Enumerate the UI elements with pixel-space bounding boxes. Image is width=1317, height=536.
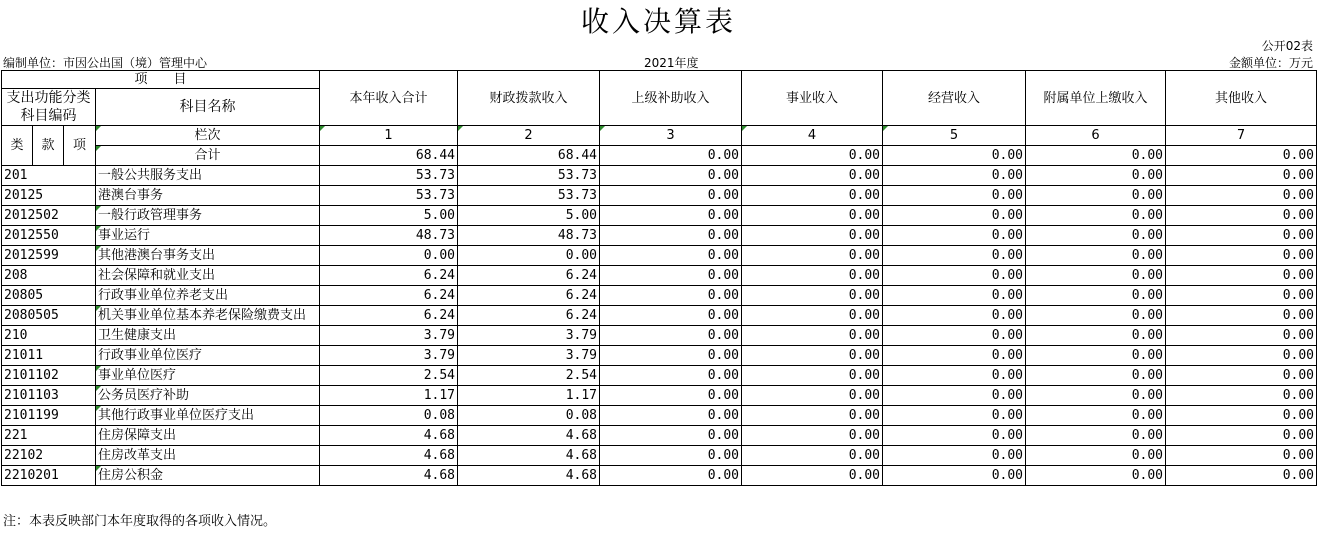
amount-cell: 0.00 (1166, 466, 1317, 486)
amount-cell: 0.00 (883, 446, 1026, 466)
amount-cell: 0.00 (883, 466, 1026, 486)
amount-cell: 2.54 (458, 366, 600, 386)
subject-code: 208 (2, 266, 96, 286)
table-row (2, 426, 1317, 446)
header-row-item (2, 71, 1317, 89)
fiscal-year: 2021年度 (644, 56, 699, 70)
table-row (2, 366, 1317, 386)
amount-cell: 0.00 (1026, 386, 1166, 406)
subject-code: 22102 (2, 446, 96, 466)
amount-cell: 6.24 (320, 306, 458, 326)
amount-cell: 0.00 (1026, 426, 1166, 446)
amount-cell: 4.68 (320, 466, 458, 486)
amount-cell: 0.00 (600, 226, 742, 246)
subject-name: 卫生健康支出 (96, 326, 320, 346)
amount-cell: 0.08 (320, 406, 458, 426)
amount-cell: 0.00 (458, 246, 600, 266)
subject-code: 2012599 (2, 246, 96, 266)
amount-cell: 0.00 (320, 246, 458, 266)
amount-cell: 0.00 (883, 346, 1026, 366)
amount-cell: 0.00 (1166, 326, 1317, 346)
amount-cell: 6.24 (458, 266, 600, 286)
subject-code: 20125 (2, 186, 96, 206)
amount-cell: 0.00 (600, 306, 742, 326)
amount-cell: 0.00 (742, 306, 883, 326)
amount-cell: 0.00 (1026, 206, 1166, 226)
subject-name: 一般公共服务支出 (96, 166, 320, 186)
subject-name: 一般行政管理事务 (96, 206, 320, 226)
col-header-fiscal: 财政拨款收入 (458, 71, 600, 126)
amount-cell: 0.00 (600, 246, 742, 266)
amount-cell: 0.00 (742, 466, 883, 486)
subject-name: 公务员医疗补助 (96, 386, 320, 406)
amount-cell: 3.79 (320, 346, 458, 366)
amount-cell: 0.00 (600, 346, 742, 366)
amount-cell: 0.00 (742, 346, 883, 366)
amount-cell: 0.00 (1166, 226, 1317, 246)
amount-cell: 0.00 (1026, 266, 1166, 286)
amount-cell: 0.00 (600, 446, 742, 466)
table-row (2, 306, 1317, 326)
subject-name: 社会保障和就业支出 (96, 266, 320, 286)
amount-cell: 0.00 (1026, 166, 1166, 186)
total-value: 0.00 (742, 146, 883, 166)
total-value: 68.44 (458, 146, 600, 166)
subject-code: 2080505 (2, 306, 96, 326)
page-title: 收入决算表 (580, 5, 736, 38)
amount-cell: 48.73 (320, 226, 458, 246)
amount-cell: 0.00 (1026, 446, 1166, 466)
subject-name: 事业单位医疗 (96, 366, 320, 386)
amount-cell: 0.00 (883, 326, 1026, 346)
table-row (2, 406, 1317, 426)
amount-cell: 4.68 (320, 426, 458, 446)
table-row (2, 386, 1317, 406)
amount-cell: 0.00 (742, 226, 883, 246)
amount-cell: 0.00 (742, 326, 883, 346)
col-header-operating: 经营收入 (883, 71, 1026, 126)
amount-cell: 0.00 (1166, 446, 1317, 466)
amount-cell: 0.00 (600, 426, 742, 446)
amount-cell: 0.00 (883, 286, 1026, 306)
amount-cell: 2.54 (320, 366, 458, 386)
amount-cell: 0.00 (1166, 266, 1317, 286)
col-header-business: 事业收入 (742, 71, 883, 126)
amount-cell: 0.00 (600, 266, 742, 286)
amount-cell: 0.00 (600, 406, 742, 426)
item-header: 项 目 (2, 71, 320, 89)
amount-cell: 0.00 (1026, 466, 1166, 486)
amount-cell: 3.79 (320, 326, 458, 346)
amount-cell: 53.73 (458, 186, 600, 206)
amount-cell: 6.24 (320, 286, 458, 306)
xiang-header: 项 (64, 126, 96, 166)
amount-cell: 3.79 (458, 326, 600, 346)
amount-cell: 0.00 (1166, 166, 1317, 186)
amount-cell: 0.00 (600, 166, 742, 186)
subject-name: 港澳台事务 (96, 186, 320, 206)
amount-cell: 0.00 (1166, 366, 1317, 386)
amount-cell: 0.00 (742, 246, 883, 266)
col-number-1: 1 (320, 126, 458, 146)
amount-cell: 0.00 (1026, 346, 1166, 366)
amount-cell: 0.00 (883, 206, 1026, 226)
amount-cell: 0.00 (1026, 306, 1166, 326)
amount-cell: 5.00 (320, 206, 458, 226)
amount-cell: 4.68 (320, 446, 458, 466)
amount-cell: 0.00 (1026, 286, 1166, 306)
table-row (2, 186, 1317, 206)
amount-cell: 0.00 (742, 186, 883, 206)
subject-code: 2101103 (2, 386, 96, 406)
amount-cell: 6.24 (458, 306, 600, 326)
amount-cell: 0.00 (1166, 246, 1317, 266)
amount-cell: 5.00 (458, 206, 600, 226)
subject-name: 事业运行 (96, 226, 320, 246)
col-number-7: 7 (1166, 126, 1317, 146)
amount-cell: 0.00 (883, 226, 1026, 246)
footnote: 注：本表反映部门本年度取得的各项收入情况。 (3, 514, 277, 529)
amount-cell: 0.00 (1166, 306, 1317, 326)
header-row-numbers (2, 126, 1317, 146)
row-label-header: 栏次 (96, 126, 320, 146)
col-header-affiliated: 附属单位上缴收入 (1026, 71, 1166, 126)
total-value: 0.00 (883, 146, 1026, 166)
amount-cell: 0.00 (1026, 186, 1166, 206)
table-row (2, 266, 1317, 286)
income-table (1, 70, 1317, 486)
subject-code: 201 (2, 166, 96, 186)
amount-cell: 0.00 (600, 206, 742, 226)
amount-cell: 0.00 (1166, 346, 1317, 366)
amount-cell: 53.73 (320, 186, 458, 206)
table-row (2, 246, 1317, 266)
subject-name: 其他港澳台事务支出 (96, 246, 320, 266)
col-number-2: 2 (458, 126, 600, 146)
amount-cell: 0.00 (1026, 406, 1166, 426)
amount-cell: 53.73 (458, 166, 600, 186)
amount-cell: 0.00 (883, 186, 1026, 206)
form-code: 公开02表 (1261, 39, 1313, 53)
amount-cell: 0.00 (1166, 406, 1317, 426)
amount-cell: 6.24 (458, 286, 600, 306)
subject-code: 210 (2, 326, 96, 346)
total-label: 合计 (96, 146, 320, 166)
amount-cell: 0.00 (742, 406, 883, 426)
table-row (2, 206, 1317, 226)
amount-cell: 0.00 (1166, 426, 1317, 446)
table-row (2, 226, 1317, 246)
amount-cell: 0.00 (1026, 246, 1166, 266)
org-label: 编制单位：市因公出国（境）管理中心 (3, 56, 208, 70)
amount-cell: 0.00 (600, 286, 742, 306)
subject-code: 2101102 (2, 366, 96, 386)
amount-cell: 0.00 (1026, 226, 1166, 246)
amount-cell: 6.24 (320, 266, 458, 286)
amount-unit: 金额单位：万元 (1228, 56, 1313, 70)
amount-cell: 0.00 (600, 466, 742, 486)
col-number-5: 5 (883, 126, 1026, 146)
subject-code: 2210201 (2, 466, 96, 486)
amount-cell: 3.79 (458, 346, 600, 366)
name-col-header: 科目名称 (96, 89, 320, 126)
total-value: 0.00 (1166, 146, 1317, 166)
table-row (2, 166, 1317, 186)
lei-header: 类 (2, 126, 33, 166)
amount-cell: 0.00 (883, 306, 1026, 326)
total-row (2, 146, 1317, 166)
amount-cell: 0.00 (883, 266, 1026, 286)
total-value: 0.00 (1026, 146, 1166, 166)
amount-cell: 0.00 (1026, 366, 1166, 386)
amount-cell: 4.68 (458, 426, 600, 446)
amount-cell: 0.00 (600, 386, 742, 406)
kuan-header: 款 (33, 126, 64, 166)
col-number-4: 4 (742, 126, 883, 146)
amount-cell: 0.00 (1026, 326, 1166, 346)
table-row (2, 446, 1317, 466)
subject-code: 2012550 (2, 226, 96, 246)
subject-name: 住房保障支出 (96, 426, 320, 446)
amount-cell: 4.68 (458, 466, 600, 486)
subject-name: 行政事业单位医疗 (96, 346, 320, 366)
amount-cell: 0.00 (742, 266, 883, 286)
amount-cell: 0.00 (742, 446, 883, 466)
subject-name: 其他行政事业单位医疗支出 (96, 406, 320, 426)
amount-cell: 0.00 (1166, 386, 1317, 406)
amount-cell: 0.00 (742, 386, 883, 406)
amount-cell: 0.08 (458, 406, 600, 426)
total-value: 68.44 (320, 146, 458, 166)
col-header-superior: 上级补助收入 (600, 71, 742, 126)
amount-cell: 0.00 (742, 206, 883, 226)
subject-code: 221 (2, 426, 96, 446)
amount-cell: 0.00 (1166, 186, 1317, 206)
subject-name: 行政事业单位养老支出 (96, 286, 320, 306)
amount-cell: 0.00 (1166, 206, 1317, 226)
amount-cell: 0.00 (883, 366, 1026, 386)
col-header-total: 本年收入合计 (320, 71, 458, 126)
amount-cell: 0.00 (883, 246, 1026, 266)
code-col-header: 支出功能分类科目编码 (2, 89, 96, 126)
subject-name: 机关事业单位基本养老保险缴费支出 (96, 306, 320, 326)
amount-cell: 53.73 (320, 166, 458, 186)
amount-cell: 0.00 (883, 166, 1026, 186)
total-value: 0.00 (600, 146, 742, 166)
amount-cell: 48.73 (458, 226, 600, 246)
table-row (2, 286, 1317, 306)
subject-code: 2101199 (2, 406, 96, 426)
amount-cell: 0.00 (600, 366, 742, 386)
amount-cell: 1.17 (320, 386, 458, 406)
amount-cell: 0.00 (600, 186, 742, 206)
col-number-6: 6 (1026, 126, 1166, 146)
amount-cell: 4.68 (458, 446, 600, 466)
amount-cell: 0.00 (1166, 286, 1317, 306)
subject-name: 住房公积金 (96, 466, 320, 486)
amount-cell: 0.00 (883, 406, 1026, 426)
amount-cell: 0.00 (742, 366, 883, 386)
table-row (2, 346, 1317, 366)
table-row (2, 326, 1317, 346)
subject-code: 2012502 (2, 206, 96, 226)
subject-code: 21011 (2, 346, 96, 366)
col-header-other: 其他收入 (1166, 71, 1317, 126)
table-row (2, 466, 1317, 486)
amount-cell: 0.00 (883, 386, 1026, 406)
amount-cell: 0.00 (883, 426, 1026, 446)
amount-cell: 0.00 (742, 426, 883, 446)
amount-cell: 0.00 (742, 286, 883, 306)
subject-name: 住房改革支出 (96, 446, 320, 466)
amount-cell: 0.00 (742, 166, 883, 186)
amount-cell: 1.17 (458, 386, 600, 406)
subject-code: 20805 (2, 286, 96, 306)
col-number-3: 3 (600, 126, 742, 146)
amount-cell: 0.00 (600, 326, 742, 346)
